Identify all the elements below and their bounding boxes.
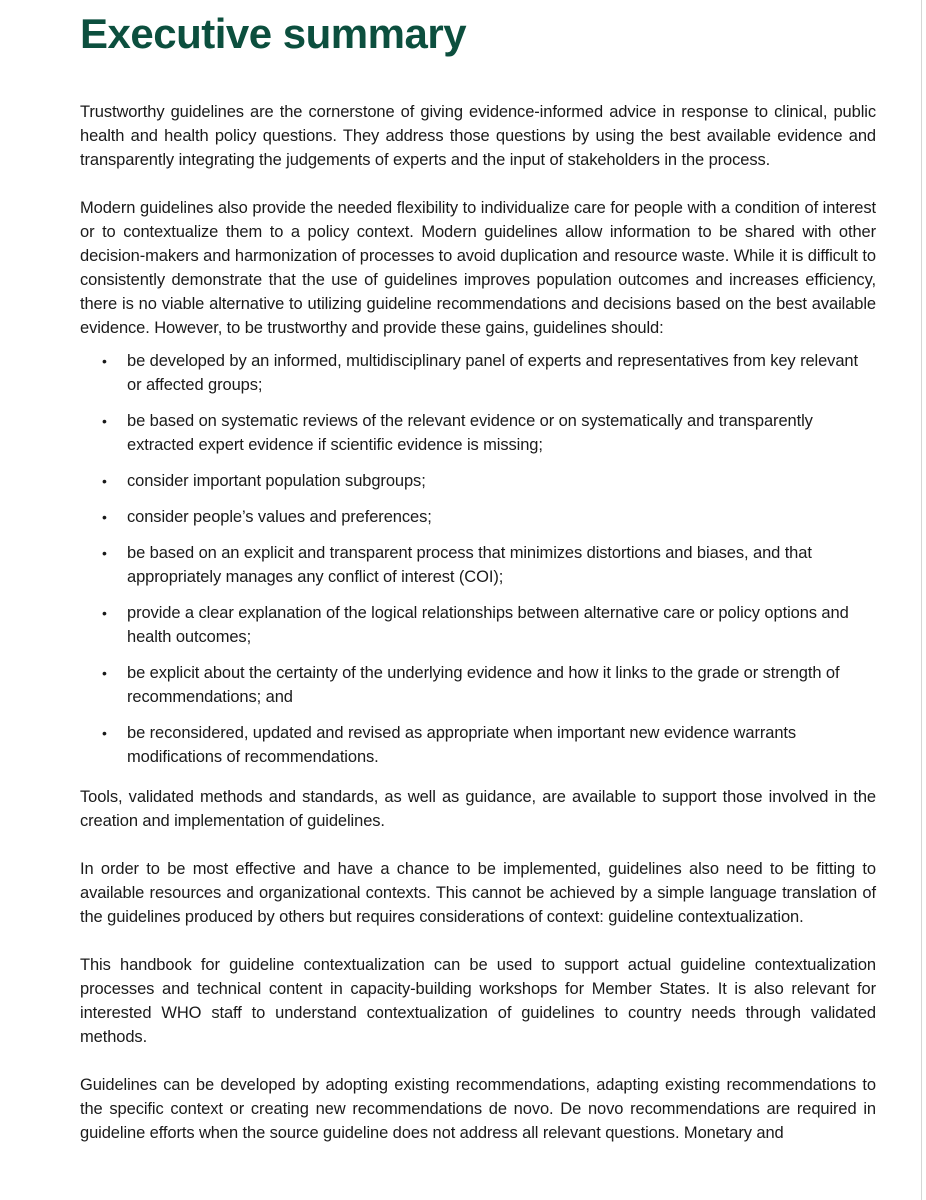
paragraph-tools: Tools, validated methods and standards, as well as guidance, are available to support those involved in the creation and implementation of guidelines. [80, 788, 876, 830]
list-item: • consider people’s values and preferences; [80, 505, 876, 529]
page-title: Executive summary [80, 10, 467, 57]
list-item: • be reconsidered, updated and revised as appropriate when important new evidence warrants modifications of recommendations. [80, 721, 876, 769]
bullet-icon: • [102, 473, 107, 489]
bullet-icon: • [102, 605, 107, 621]
list-item: • be developed by an informed, multidisciplinary panel of experts and representatives from key relevant or affected groups; [80, 349, 876, 397]
paragraph-modern-guidelines: Modern guidelines also provide the needed flexibility to individualize care for people with a condition of interest or to contextualize them to a policy context. Modern guidelines allow information to be shared with other decision-makers and harmonization of processes to avoid duplication and resource waste. While it is difficult to consistently demonstrate that the use of guidelines improves population outcomes and increases efficiency, there is no viable alternative to utilizing guideline recommendations and decisions based on the best available evidence. However, to be trustworthy and provide these gains, guidelines should: [80, 199, 876, 337]
bullet-icon: • [102, 545, 107, 561]
bullet-icon: • [102, 353, 107, 369]
bullet-icon: • [102, 725, 107, 741]
list-item: • be based on an explicit and transparent process that minimizes distortions and biases, and that appropriately manages any conflict of interest (COI); [80, 541, 876, 589]
page-edge-divider [921, 0, 922, 1200]
paragraph-intro: Trustworthy guidelines are the cornerstone of giving evidence-informed advice in response to clinical, public health and health policy questions. They address those questions by using the best available evidence and transparently integrating the judgements of experts and the input of stakeholders in the process. [80, 103, 876, 169]
document-page [80, 0, 876, 1145]
guideline-criteria-list [80, 349, 876, 769]
bullet-icon: • [102, 413, 107, 429]
bullet-icon: • [102, 509, 107, 525]
paragraph-handbook: This handbook for guideline contextualization can be used to support actual guideline contextualization processes and technical content in capacity-building workshops for Member States. It is also relevant for interested WHO staff to understand contextualization of guidelines to country needs through validated methods. [80, 956, 876, 1046]
bullet-icon: • [102, 665, 107, 681]
list-item: • consider important population subgroups; [80, 469, 876, 493]
list-item: • provide a clear explanation of the logical relationships between alternative care or policy options and health outcomes; [80, 601, 876, 649]
list-item: • be explicit about the certainty of the underlying evidence and how it links to the grade or strength of recommendations; and [80, 661, 876, 709]
list-item: • be based on systematic reviews of the relevant evidence or on systematically and transparently extracted expert evidence if scientific evidence is missing; [80, 409, 876, 457]
paragraph-development-methods: Guidelines can be developed by adopting existing recommendations, adapting existing recommendations to the specific context or creating new recommendations de novo. De novo recommendations are required in guideline efforts when the source guideline does not address all relevant questions. Monetary and [80, 1076, 876, 1142]
paragraph-contextualization: In order to be most effective and have a chance to be implemented, guidelines also need to be fitting to available resources and organizational contexts. This cannot be achieved by a simple language translation of the guidelines produced by others but requires considerations of context: guideline contextualization. [80, 860, 876, 926]
